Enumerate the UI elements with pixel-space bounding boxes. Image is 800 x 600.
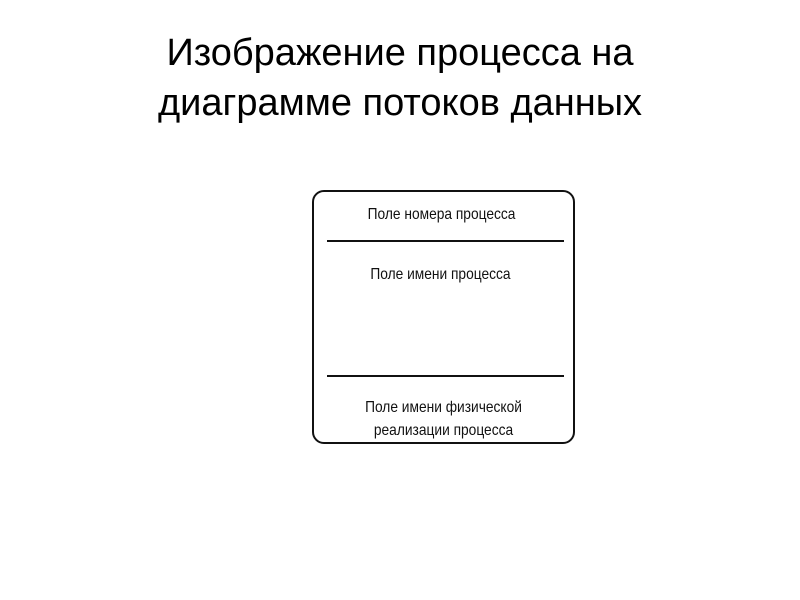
process-name-field-label: Поле имени процесса	[370, 266, 511, 283]
physical-implementation-field-label	[332, 396, 555, 442]
slide-title-line-2: диаграмме потоков данных	[157, 82, 643, 124]
process-number-field-label: Поле номера процесса	[367, 206, 516, 223]
slide-title	[40, 28, 760, 128]
physical-field-line-1: Поле имени физической	[365, 399, 522, 416]
physical-field-line-2: реализации процесса	[373, 422, 514, 439]
slide-title-line-1: Изображение процесса на	[166, 32, 634, 74]
top-divider	[327, 240, 564, 242]
process-symbol	[312, 190, 575, 444]
bottom-divider	[327, 375, 564, 377]
